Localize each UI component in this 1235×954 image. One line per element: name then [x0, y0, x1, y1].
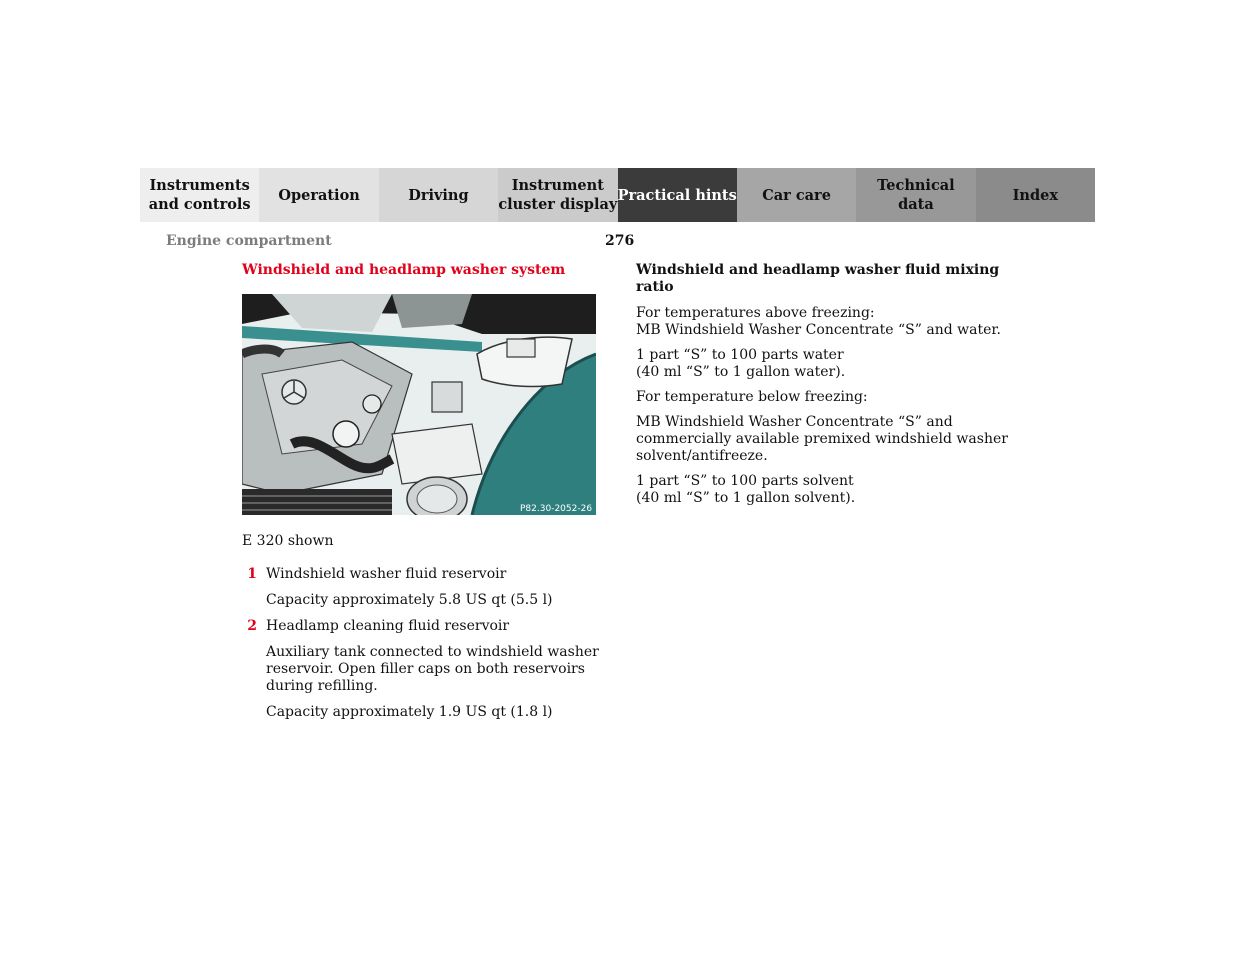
tab-technical-data[interactable]: Technical data — [856, 168, 975, 222]
text-line: 1 part “S” to 100 parts water — [636, 347, 844, 363]
tab-operation[interactable]: Operation — [259, 168, 378, 222]
text-line: (40 ml “S” to 1 gallon water). — [636, 364, 846, 380]
item-label: Headlamp cleaning fluid reservoir — [266, 618, 510, 634]
page-number: 276 — [605, 233, 635, 249]
item-number: 1 — [247, 566, 257, 582]
tab-car-care[interactable]: Car care — [737, 168, 856, 222]
paragraph — [636, 473, 1016, 507]
text-line: 1 part “S” to 100 parts solvent — [636, 473, 854, 489]
figure-code: P82.30-2052-26 — [520, 504, 593, 514]
tab-instrument-cluster-display[interactable]: Instrument cluster display — [498, 168, 617, 222]
tab-instruments-and-controls[interactable]: Instruments and controls — [140, 168, 259, 222]
item-number: 2 — [247, 618, 257, 634]
chapter-nav — [140, 168, 1095, 222]
item-note: Capacity approximately 5.8 US qt (5.5 l) — [266, 592, 553, 608]
paragraph — [636, 347, 1016, 381]
item-note: Auxiliary tank connected to windshield washer reservoir. Open filler caps on both reservoirs during refilling. — [266, 644, 599, 694]
text-line: For temperatures above freezing: — [636, 305, 875, 321]
section-heading: Windshield and headlamp washer system — [242, 262, 566, 278]
paragraph — [636, 305, 1016, 339]
section-title: Engine compartment — [166, 233, 332, 249]
left-column — [242, 262, 602, 278]
text-line: MB Windshield Washer Concentrate “S” and water. — [636, 322, 1001, 338]
right-column — [636, 262, 1016, 515]
engine-compartment-illustration — [242, 294, 596, 515]
list-item — [242, 566, 602, 583]
paragraph: MB Windshield Washer Concentrate “S” and commercially available premixed windshield washer solvent/antifreeze. — [636, 414, 1008, 464]
tab-index[interactable]: Index — [976, 168, 1095, 222]
list-item — [242, 618, 602, 635]
item-label: Windshield washer fluid reservoir — [266, 566, 507, 582]
mixing-ratio-heading: Windshield and headlamp washer fluid mixing ratio — [636, 262, 1000, 295]
figure-caption: E 320 shown — [242, 533, 334, 549]
paragraph: For temperature below freezing: — [636, 389, 868, 405]
tab-practical-hints[interactable]: Practical hints — [618, 168, 737, 222]
tab-driving[interactable]: Driving — [379, 168, 498, 222]
component-list — [242, 566, 602, 730]
text-line: (40 ml “S” to 1 gallon solvent). — [636, 490, 856, 506]
item-note: Capacity approximately 1.9 US qt (1.8 l) — [266, 704, 553, 720]
